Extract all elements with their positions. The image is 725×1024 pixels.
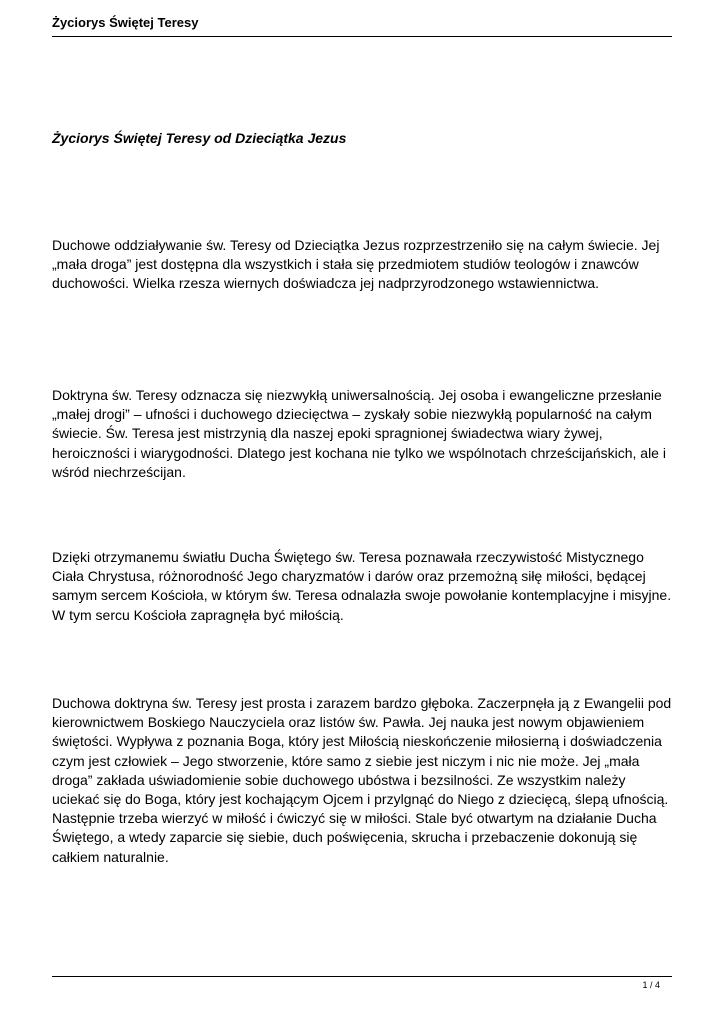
paragraph: Duchowa doktryna św. Teresy jest prosta i zarazem bardzo głęboka. Zaczerpnęła ją z Ewangelii pod kierownictwem Boskiego Nauczyciela oraz listów św. Pawła. Jej nauka jest nowym objawieniem świętości. Wypływa z poznania Boga, który jest Miłością nieskończenie miłosierną i doświadczenia czym jest człowiek – Jego stworzenie, które samo z siebie jest niczym i nic nie może. Jej „mała droga” zakłada uświadomienie sobie duchowego ubóstwa i bezsilności. Ze wszystkim należy uciekać się do Boga, który jest kochającym Ojcem i przylgnąć do Niego z dziecięcą, ślepą ufnością. Następnie trzeba wierzyć w miłość i ćwiczyć się w miłości. Stale być otwartym na działanie Ducha Świętego, a wtedy zaparcie się siebie, duch poświęcenia, skrucha i przebaczenie dokonują się całkiem naturalnie. <box>52 695 672 865</box>
page-header <box>52 14 672 37</box>
paragraph: Doktryna św. Teresy odznacza się niezwykłą uniwersalnością. Jej osoba i ewangeliczne przesłanie „małej drogi” – ufności i duchowego dziecięctwa – zyskały sobie niezwykłą popularność na całym świecie. Św. Teresa jest mistrzynią dla naszej epoki spragnionej świadectwa wiary żywej, heroiczności i wiarygodności. Dlatego jest kochana nie tylko we wspólnotach chrześcijańskich, ale i wśród niechrześcijan. <box>52 387 666 480</box>
document-title: Życiorys Świętej Teresy od Dzieciątka Jezus <box>52 130 347 146</box>
paragraph: Duchowe oddziaływanie św. Teresy od Dzieciątka Jezus rozprzestrzeniło się na całym świecie. Jej „mała droga” jest dostępna dla wszystkich i stała się przedmiotem studiów teologów i znawców duchowości. Wielka rzesza wiernych doświadcza jej nadprzyrodzonego wstawiennictwa. <box>52 237 660 292</box>
page-footer <box>52 976 672 990</box>
page-number: 1 / 4 <box>642 980 660 990</box>
header-title: Życiorys Świętej Teresy <box>52 15 199 30</box>
paragraph: Dzięki otrzymanemu światłu Ducha Świętego św. Teresa poznawała rzeczywistość Mistycznego Ciała Chrystusa, różnorodność Jego charyzmatów i darów oraz przemożną siłę miłości, będącej samym sercem Kościoła, w którym św. Teresa odnalazła swoje powołanie kontemplacyjne i misyjne. W tym sercu Kościoła zapragnęła być miłością. <box>52 549 672 623</box>
